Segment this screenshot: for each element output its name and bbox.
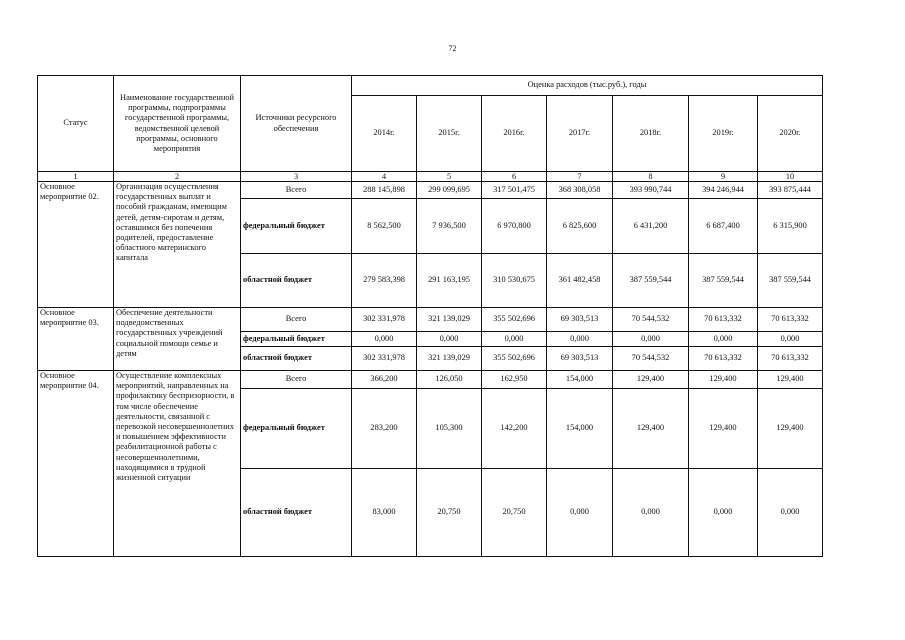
value-cell: 0,000 xyxy=(689,332,758,347)
value-cell: 393 990,744 xyxy=(613,182,689,199)
value-cell: 299 099,695 xyxy=(417,182,482,199)
value-cell: 83,000 xyxy=(352,469,417,557)
value-cell: 70 544,532 xyxy=(613,308,689,332)
value-cell: 142,200 xyxy=(482,389,547,469)
value-cell: 321 139,029 xyxy=(417,347,482,371)
source-cell: федеральный бюджет xyxy=(241,332,352,347)
value-cell: 20,750 xyxy=(482,469,547,557)
value-cell: 387 559,544 xyxy=(613,254,689,308)
header-program-name: Наименование государственной программы, подпрограммы государственной программы, ведомственной целевой программы, основного мероприятия xyxy=(114,76,241,172)
column-number: 8 xyxy=(613,172,689,182)
value-cell: 321 139,029 xyxy=(417,308,482,332)
status-cell: Основное мероприятие 04. xyxy=(38,371,114,557)
value-cell: 70 613,332 xyxy=(689,347,758,371)
header-year: 2014г. xyxy=(352,96,417,172)
value-cell: 288 145,898 xyxy=(352,182,417,199)
value-cell: 387 559,544 xyxy=(689,254,758,308)
header-year: 2016г. xyxy=(482,96,547,172)
value-cell: 70 613,332 xyxy=(689,308,758,332)
value-cell: 283,200 xyxy=(352,389,417,469)
source-cell: Всего xyxy=(241,182,352,199)
value-cell: 0,000 xyxy=(352,332,417,347)
value-cell: 0,000 xyxy=(417,332,482,347)
value-cell: 0,000 xyxy=(613,469,689,557)
value-cell: 0,000 xyxy=(758,332,823,347)
value-cell: 129,400 xyxy=(613,389,689,469)
value-cell: 154,000 xyxy=(547,371,613,389)
value-cell: 129,400 xyxy=(758,389,823,469)
header-year: 2020г. xyxy=(758,96,823,172)
value-cell: 368 308,058 xyxy=(547,182,613,199)
column-number: 10 xyxy=(758,172,823,182)
value-cell: 291 163,195 xyxy=(417,254,482,308)
source-cell: федеральный бюджет xyxy=(241,389,352,469)
value-cell: 69 303,513 xyxy=(547,308,613,332)
value-cell: 129,400 xyxy=(758,371,823,389)
table-row xyxy=(38,308,823,332)
source-cell: областной бюджет xyxy=(241,469,352,557)
value-cell: 317 501,475 xyxy=(482,182,547,199)
header-year: 2019г. xyxy=(689,96,758,172)
value-cell: 70 544,532 xyxy=(613,347,689,371)
value-cell: 69 303,513 xyxy=(547,347,613,371)
value-cell: 0,000 xyxy=(547,469,613,557)
value-cell: 0,000 xyxy=(547,332,613,347)
column-number: 2 xyxy=(114,172,241,182)
table-row xyxy=(38,182,823,199)
value-cell: 70 613,332 xyxy=(758,347,823,371)
value-cell: 393 875,444 xyxy=(758,182,823,199)
expenditure-table xyxy=(37,75,823,557)
value-cell: 129,400 xyxy=(689,389,758,469)
value-cell: 355 502,696 xyxy=(482,347,547,371)
column-number: 4 xyxy=(352,172,417,182)
header-estimate: Оценка расходов (тыс.руб.), годы xyxy=(352,76,823,96)
column-number: 7 xyxy=(547,172,613,182)
program-name-cell: Организация осуществления государственных выплат и пособий гражданам, имеющим детей, детям-сиротам и детям, оставшимся без попечения родителей, предоставление областного материнского капитала xyxy=(114,182,241,308)
header-year: 2018г. xyxy=(613,96,689,172)
value-cell: 126,050 xyxy=(417,371,482,389)
header-year: 2017г. xyxy=(547,96,613,172)
program-name-cell: Осуществление комплексных мероприятий, направленных на профилактику беспризорности, в том числе обеспечение деятельности, связанной с перевозкой несовершеннолетних и повышением эффективности реабилитационной работы с несовершеннолетними, находящимися в трудной жизненной ситуации xyxy=(114,371,241,557)
column-number: 3 xyxy=(241,172,352,182)
header-year: 2015г. xyxy=(417,96,482,172)
value-cell: 129,400 xyxy=(613,371,689,389)
value-cell: 70 613,332 xyxy=(758,308,823,332)
source-cell: Всего xyxy=(241,308,352,332)
value-cell: 279 583,398 xyxy=(352,254,417,308)
source-cell: Всего xyxy=(241,371,352,389)
value-cell: 6 431,200 xyxy=(613,199,689,254)
value-cell: 310 530,675 xyxy=(482,254,547,308)
value-cell: 394 246,944 xyxy=(689,182,758,199)
column-number: 1 xyxy=(38,172,114,182)
column-number: 5 xyxy=(417,172,482,182)
value-cell: 387 559,544 xyxy=(758,254,823,308)
value-cell: 302 331,978 xyxy=(352,308,417,332)
value-cell: 154,000 xyxy=(547,389,613,469)
value-cell: 105,300 xyxy=(417,389,482,469)
value-cell: 0,000 xyxy=(689,469,758,557)
column-number: 6 xyxy=(482,172,547,182)
value-cell: 366,200 xyxy=(352,371,417,389)
value-cell: 0,000 xyxy=(482,332,547,347)
value-cell: 6 687,400 xyxy=(689,199,758,254)
value-cell: 8 562,500 xyxy=(352,199,417,254)
program-name-cell: Обеспечение деятельности подведомственных государственных учреждений социальной помощи семье и детям xyxy=(114,308,241,371)
value-cell: 6 825,600 xyxy=(547,199,613,254)
status-cell: Основное мероприятие 02. xyxy=(38,182,114,308)
source-cell: областной бюджет xyxy=(241,347,352,371)
value-cell: 6 315,900 xyxy=(758,199,823,254)
header-sources: Источники ресурсного обеспечения xyxy=(241,76,352,172)
header-status: Статус xyxy=(38,76,114,172)
value-cell: 162,950 xyxy=(482,371,547,389)
value-cell: 0,000 xyxy=(613,332,689,347)
value-cell: 0,000 xyxy=(758,469,823,557)
source-cell: областной бюджет xyxy=(241,254,352,308)
value-cell: 355 502,696 xyxy=(482,308,547,332)
source-cell: федеральный бюджет xyxy=(241,199,352,254)
value-cell: 7 936,500 xyxy=(417,199,482,254)
value-cell: 302 331,978 xyxy=(352,347,417,371)
value-cell: 20,750 xyxy=(417,469,482,557)
value-cell: 6 970,800 xyxy=(482,199,547,254)
column-number: 9 xyxy=(689,172,758,182)
status-cell: Основное мероприятие 03. xyxy=(38,308,114,371)
page-number: 72 xyxy=(448,44,457,53)
value-cell: 361 482,458 xyxy=(547,254,613,308)
value-cell: 129,400 xyxy=(689,371,758,389)
table-row xyxy=(38,371,823,389)
